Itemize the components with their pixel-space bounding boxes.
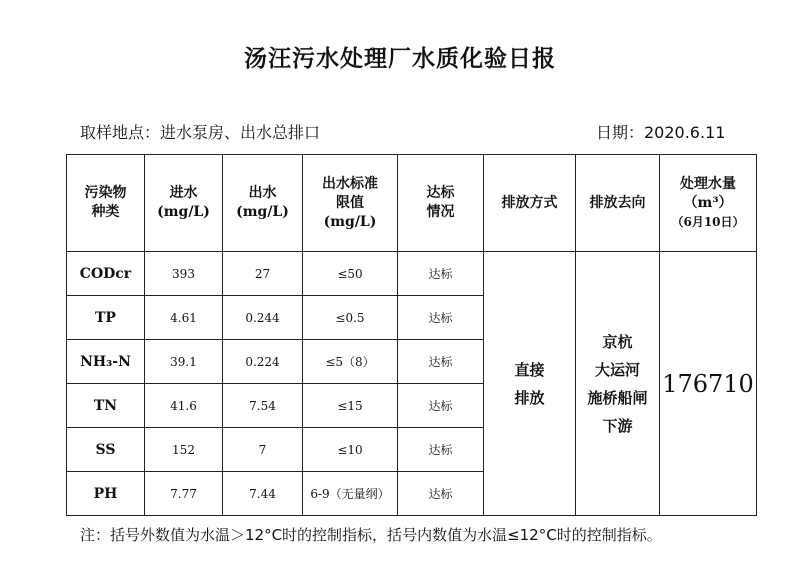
footnote: 注：括号外数值为水温＞12°C时的控制指标，括号内数值为水温≤12°C时的控制指标。 [80, 526, 662, 544]
outflow-value: 27 [223, 252, 303, 296]
table-row [67, 252, 757, 296]
inflow-value: 393 [145, 252, 223, 296]
limit-value: ≤15 [303, 384, 398, 428]
header-volume [660, 155, 757, 252]
limit-value: ≤5（8） [303, 340, 398, 384]
header-discharge-direction: 排放去向 [576, 155, 660, 252]
header-outflow: 出水 (mg/L) [223, 155, 303, 252]
header-volume-label: 处理水量 （m³） [680, 175, 736, 211]
pollutant-name: TN [67, 384, 145, 428]
limit-value: ≤10 [303, 428, 398, 472]
header-discharge-method: 排放方式 [484, 155, 576, 252]
limit-value: ≤0.5 [303, 296, 398, 340]
inflow-value: 4.61 [145, 296, 223, 340]
discharge-method: 直接 排放 [484, 252, 576, 516]
pollutant-name: SS [67, 428, 145, 472]
table-header-row [67, 155, 757, 252]
pollutant-name: PH [67, 472, 145, 516]
inflow-value: 152 [145, 428, 223, 472]
pollutant-name: NH₃-N [67, 340, 145, 384]
status-value: 达标 [398, 340, 484, 384]
outflow-value: 0.244 [223, 296, 303, 340]
pollutant-name: CODcr [67, 252, 145, 296]
discharge-direction: 京杭 大运河 施桥船闸 下游 [576, 252, 660, 516]
limit-value: ≤50 [303, 252, 398, 296]
outflow-value: 7.44 [223, 472, 303, 516]
status-value: 达标 [398, 428, 484, 472]
report-date: 日期：2020.6.11 [596, 123, 726, 142]
header-limit: 出水标准 限值 (mg/L) [303, 155, 398, 252]
header-volume-date: （6月10日） [671, 214, 745, 229]
outflow-value: 0.224 [223, 340, 303, 384]
treated-volume: 176710 [660, 252, 757, 516]
water-quality-table [66, 154, 757, 516]
outflow-value: 7 [223, 428, 303, 472]
inflow-value: 7.77 [145, 472, 223, 516]
inflow-value: 39.1 [145, 340, 223, 384]
pollutant-name: TP [67, 296, 145, 340]
status-value: 达标 [398, 252, 484, 296]
sampling-location: 取样地点：进水泵房、出水总排口 [80, 123, 321, 142]
status-value: 达标 [398, 296, 484, 340]
status-value: 达标 [398, 384, 484, 428]
header-inflow: 进水 (mg/L) [145, 155, 223, 252]
status-value: 达标 [398, 472, 484, 516]
inflow-value: 41.6 [145, 384, 223, 428]
limit-value: 6-9（无量纲） [303, 472, 398, 516]
header-status: 达标 情况 [398, 155, 484, 252]
header-pollutant: 污染物 种类 [67, 155, 145, 252]
report-title: 汤汪污水处理厂水质化验日报 [244, 46, 556, 72]
outflow-value: 7.54 [223, 384, 303, 428]
